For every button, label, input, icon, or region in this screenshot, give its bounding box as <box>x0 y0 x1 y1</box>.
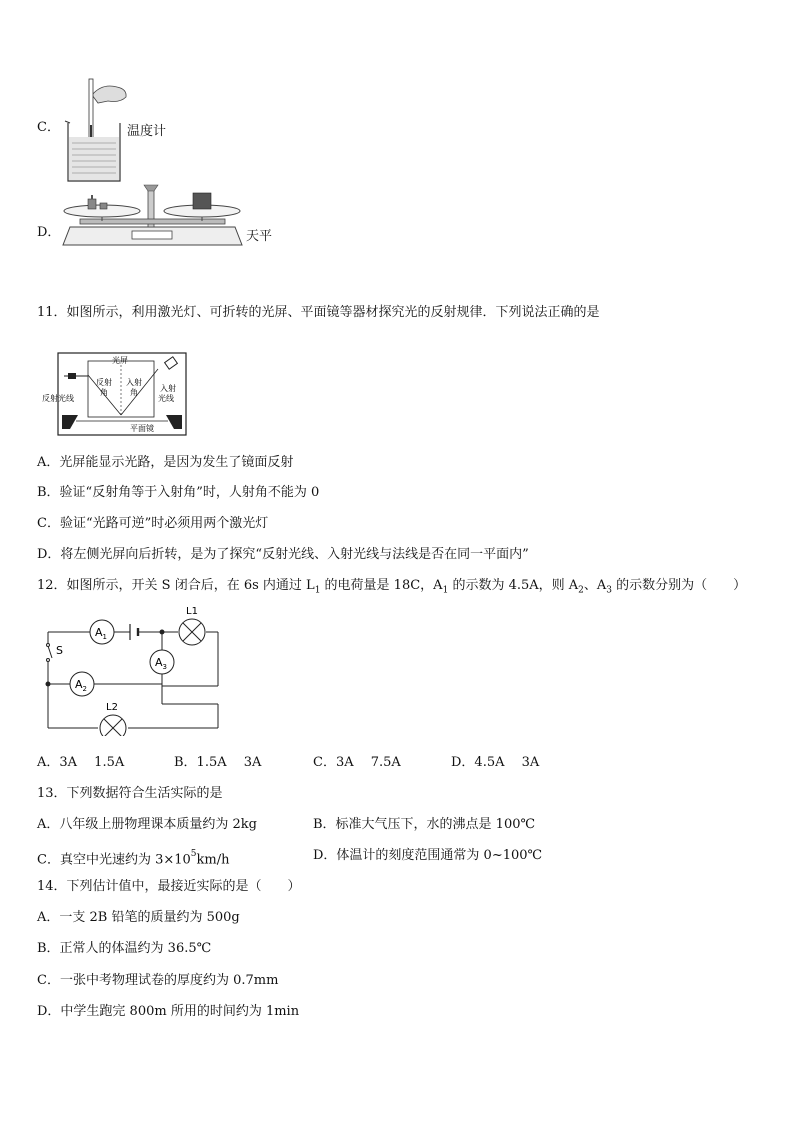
option-13-a: A．八年级上册物理课本质量约为 2kg <box>37 817 257 832</box>
option-11-c: C．验证“光路可逆”时必须用两个激光灯 <box>37 516 269 531</box>
option-10-d: D． <box>37 225 61 240</box>
incident-ray-label-2: 光线 <box>158 394 174 403</box>
question-13-row-2 <box>37 848 757 868</box>
option-11-a: A．光屏能显示光路，是因为发生了镜面反射 <box>37 455 294 470</box>
option-12-d: D．4.5A 3A <box>451 755 540 770</box>
reflect-angle-text-1: 反射 <box>96 378 112 387</box>
option-14-d: D．中学生跑完 800m 所用的时间约为 1min <box>37 1004 300 1019</box>
option-13-d: D．体温计的刻度范围通常为 0~100℃ <box>313 848 543 863</box>
question-13-row-1 <box>37 817 757 833</box>
incident-angle-text-1: 入射 <box>126 378 142 387</box>
question-13-stem: 13．下列数据符合生活实际的是 <box>37 786 223 801</box>
option-14-b: B．正常人的体温约为 36.5℃ <box>37 941 212 956</box>
switch-s-label: S <box>56 644 63 657</box>
reflected-ray-label: 反射光线 <box>42 394 74 403</box>
option-11-d: D．将左侧光屏向后折转，是为了探究“反射光线、入射光线与法线是否在同一平面内” <box>37 547 529 562</box>
option-14-a: A．一支 2B 铅笔的质量约为 500g <box>37 910 240 925</box>
ammeter-a2-label: $A_2$ <box>75 678 87 693</box>
lamp-l1-label: L1 <box>186 606 198 617</box>
lamp-l2-label: L2 <box>106 702 118 713</box>
balance-label: 天平 <box>246 229 273 244</box>
option-11-b: B．验证“反射角等于入射角”时，人射角不能为 0 <box>37 485 320 500</box>
question-12-stem: 12．如图所示，开关 S 闭合后，在 6s 内通过 $L_1$ 的电荷量是 18C，$A_1$ 的示数为 4.5A，则 $A_2$、$A_3$ 的示数分别为（ ） <box>37 578 747 596</box>
option-14-c: C．一张中考物理试卷的厚度约为 0.7mm <box>37 973 279 988</box>
question-11-stem: 11．如图所示，利用激光灯、可折转的光屏、平面镜等器材探究光的反射规律．下列说法正确的是 <box>37 305 600 320</box>
ammeter-a1-label: $A_1$ <box>95 626 107 641</box>
reflection-figure <box>40 351 190 441</box>
option-12-b: B．1.5A 3A <box>174 755 262 770</box>
option-13-c: C．真空中光速约为 $3\times 10^5km/h$ <box>37 849 230 868</box>
ammeter-a3-label: $A_3$ <box>155 656 167 671</box>
balance-figure <box>60 183 245 263</box>
reflect-angle-text-2: 角 <box>100 388 108 397</box>
option-10-c: C． <box>37 120 60 135</box>
circuit-figure <box>38 604 228 740</box>
question-14-stem: 14．下列估计值中，最接近实际的是（ ） <box>37 879 301 894</box>
question-12-options <box>37 755 757 771</box>
option-12-a: A．3A 1.5A <box>37 755 125 770</box>
screen-label: 光屏 <box>112 356 128 365</box>
incident-angle-text-2: 角 <box>130 388 138 397</box>
option-12-c: C．3A 7.5A <box>313 755 401 770</box>
thermometer-figure <box>62 75 132 189</box>
thermometer-label: 温度计 <box>127 124 167 139</box>
option-13-b: B．标准大气压下，水的沸点是 100℃ <box>313 817 536 832</box>
incident-ray-label-1: 入射 <box>160 384 176 393</box>
mirror-label: 平面镜 <box>130 424 154 433</box>
